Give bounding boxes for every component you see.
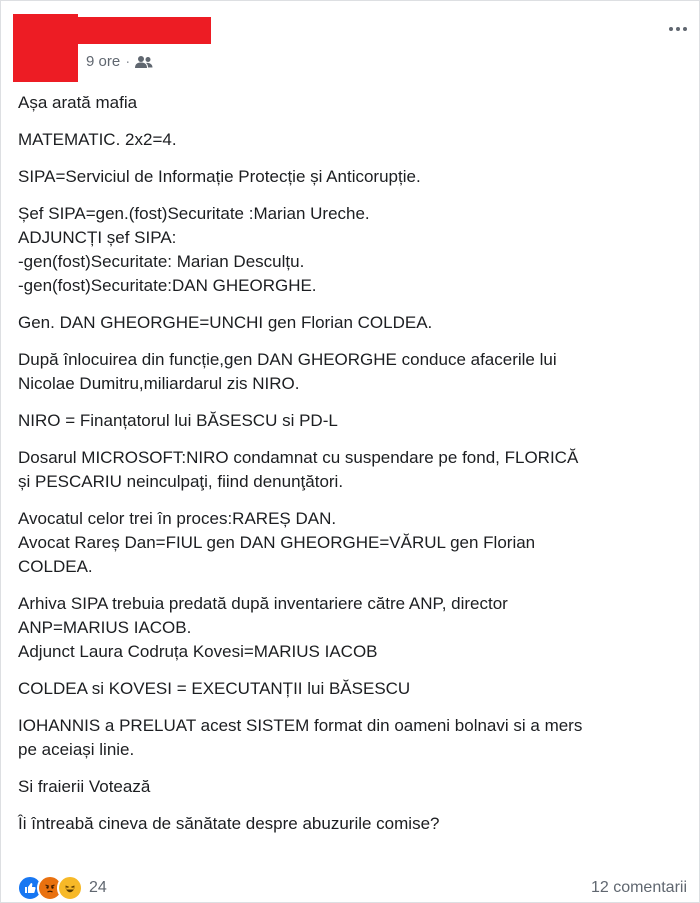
post-paragraph: Arhiva SIPA trebuia predată după inventariere către ANP, director ANP=MARIUS IACOB. Adjunct Laura Codruța Kovesi=MARIUS IACOB (18, 594, 508, 661)
reaction-count: 24 (89, 879, 107, 896)
post-paragraph: IOHANNIS a PRELUAT acest SISTEM format din oameni bolnavi si a mers pe aceiași linie. (18, 716, 583, 759)
reactions-summary[interactable] (17, 875, 107, 901)
meta-separator: · (125, 53, 131, 70)
friends-icon[interactable] (135, 55, 153, 69)
post-paragraph: NIRO = Finanțatorul lui BĂSESCU si PD-L (18, 411, 338, 430)
comments-link[interactable]: 12 comentarii (590, 879, 687, 896)
post-paragraph: Gen. DAN GHEORGHE=UNCHI gen Florian COLDEA. (18, 313, 433, 332)
post-content (18, 91, 688, 849)
redacted-author-name (78, 17, 211, 44)
post-time[interactable]: 9 ore (86, 53, 121, 70)
post-paragraph: Așa arată mafia (18, 93, 138, 112)
redacted-avatar (13, 14, 78, 82)
post-paragraph: După înlocuirea din funcție,gen DAN GHEORGHE conduce afacerile lui Nicolae Dumitru,miliardarul zis NIRO. (18, 350, 557, 393)
post-paragraph: Îi întreabă cineva de sănătate despre abuzurile comise? (18, 814, 440, 833)
post-meta (86, 53, 153, 70)
post-paragraph: Șef SIPA=gen.(fost)Securitate :Marian Ureche. ADJUNCȚI șef SIPA: -gen(fost)Securitate: Marian Desculțu. -gen(fost)Securitate:DAN GHEORGHE. (18, 204, 370, 295)
post-paragraph: Si fraierii Votează (18, 777, 151, 796)
post-paragraph: COLDEA si KOVESI = EXECUTANȚII lui BĂSESCU (18, 679, 411, 698)
post-paragraph: Dosarul MICROSOFT:NIRO condamnat cu suspendare pe fond, FLORICĂ și PESCARIU neinculpaţi, fiind denunţători. (18, 448, 579, 491)
more-options-icon[interactable] (665, 19, 691, 39)
post-footer (17, 875, 687, 901)
post-paragraph: Avocatul celor trei în proces:RAREȘ DAN. Avocat Rareș Dan=FIUL gen DAN GHEORGHE=VĂRUL gen Florian COLDEA. (18, 509, 536, 576)
haha-icon (57, 875, 83, 901)
post-paragraph: MATEMATIC. 2x2=4. (18, 130, 177, 149)
post-paragraph: SIPA=Serviciul de Informație Protecție și Anticorupție. (18, 167, 421, 186)
